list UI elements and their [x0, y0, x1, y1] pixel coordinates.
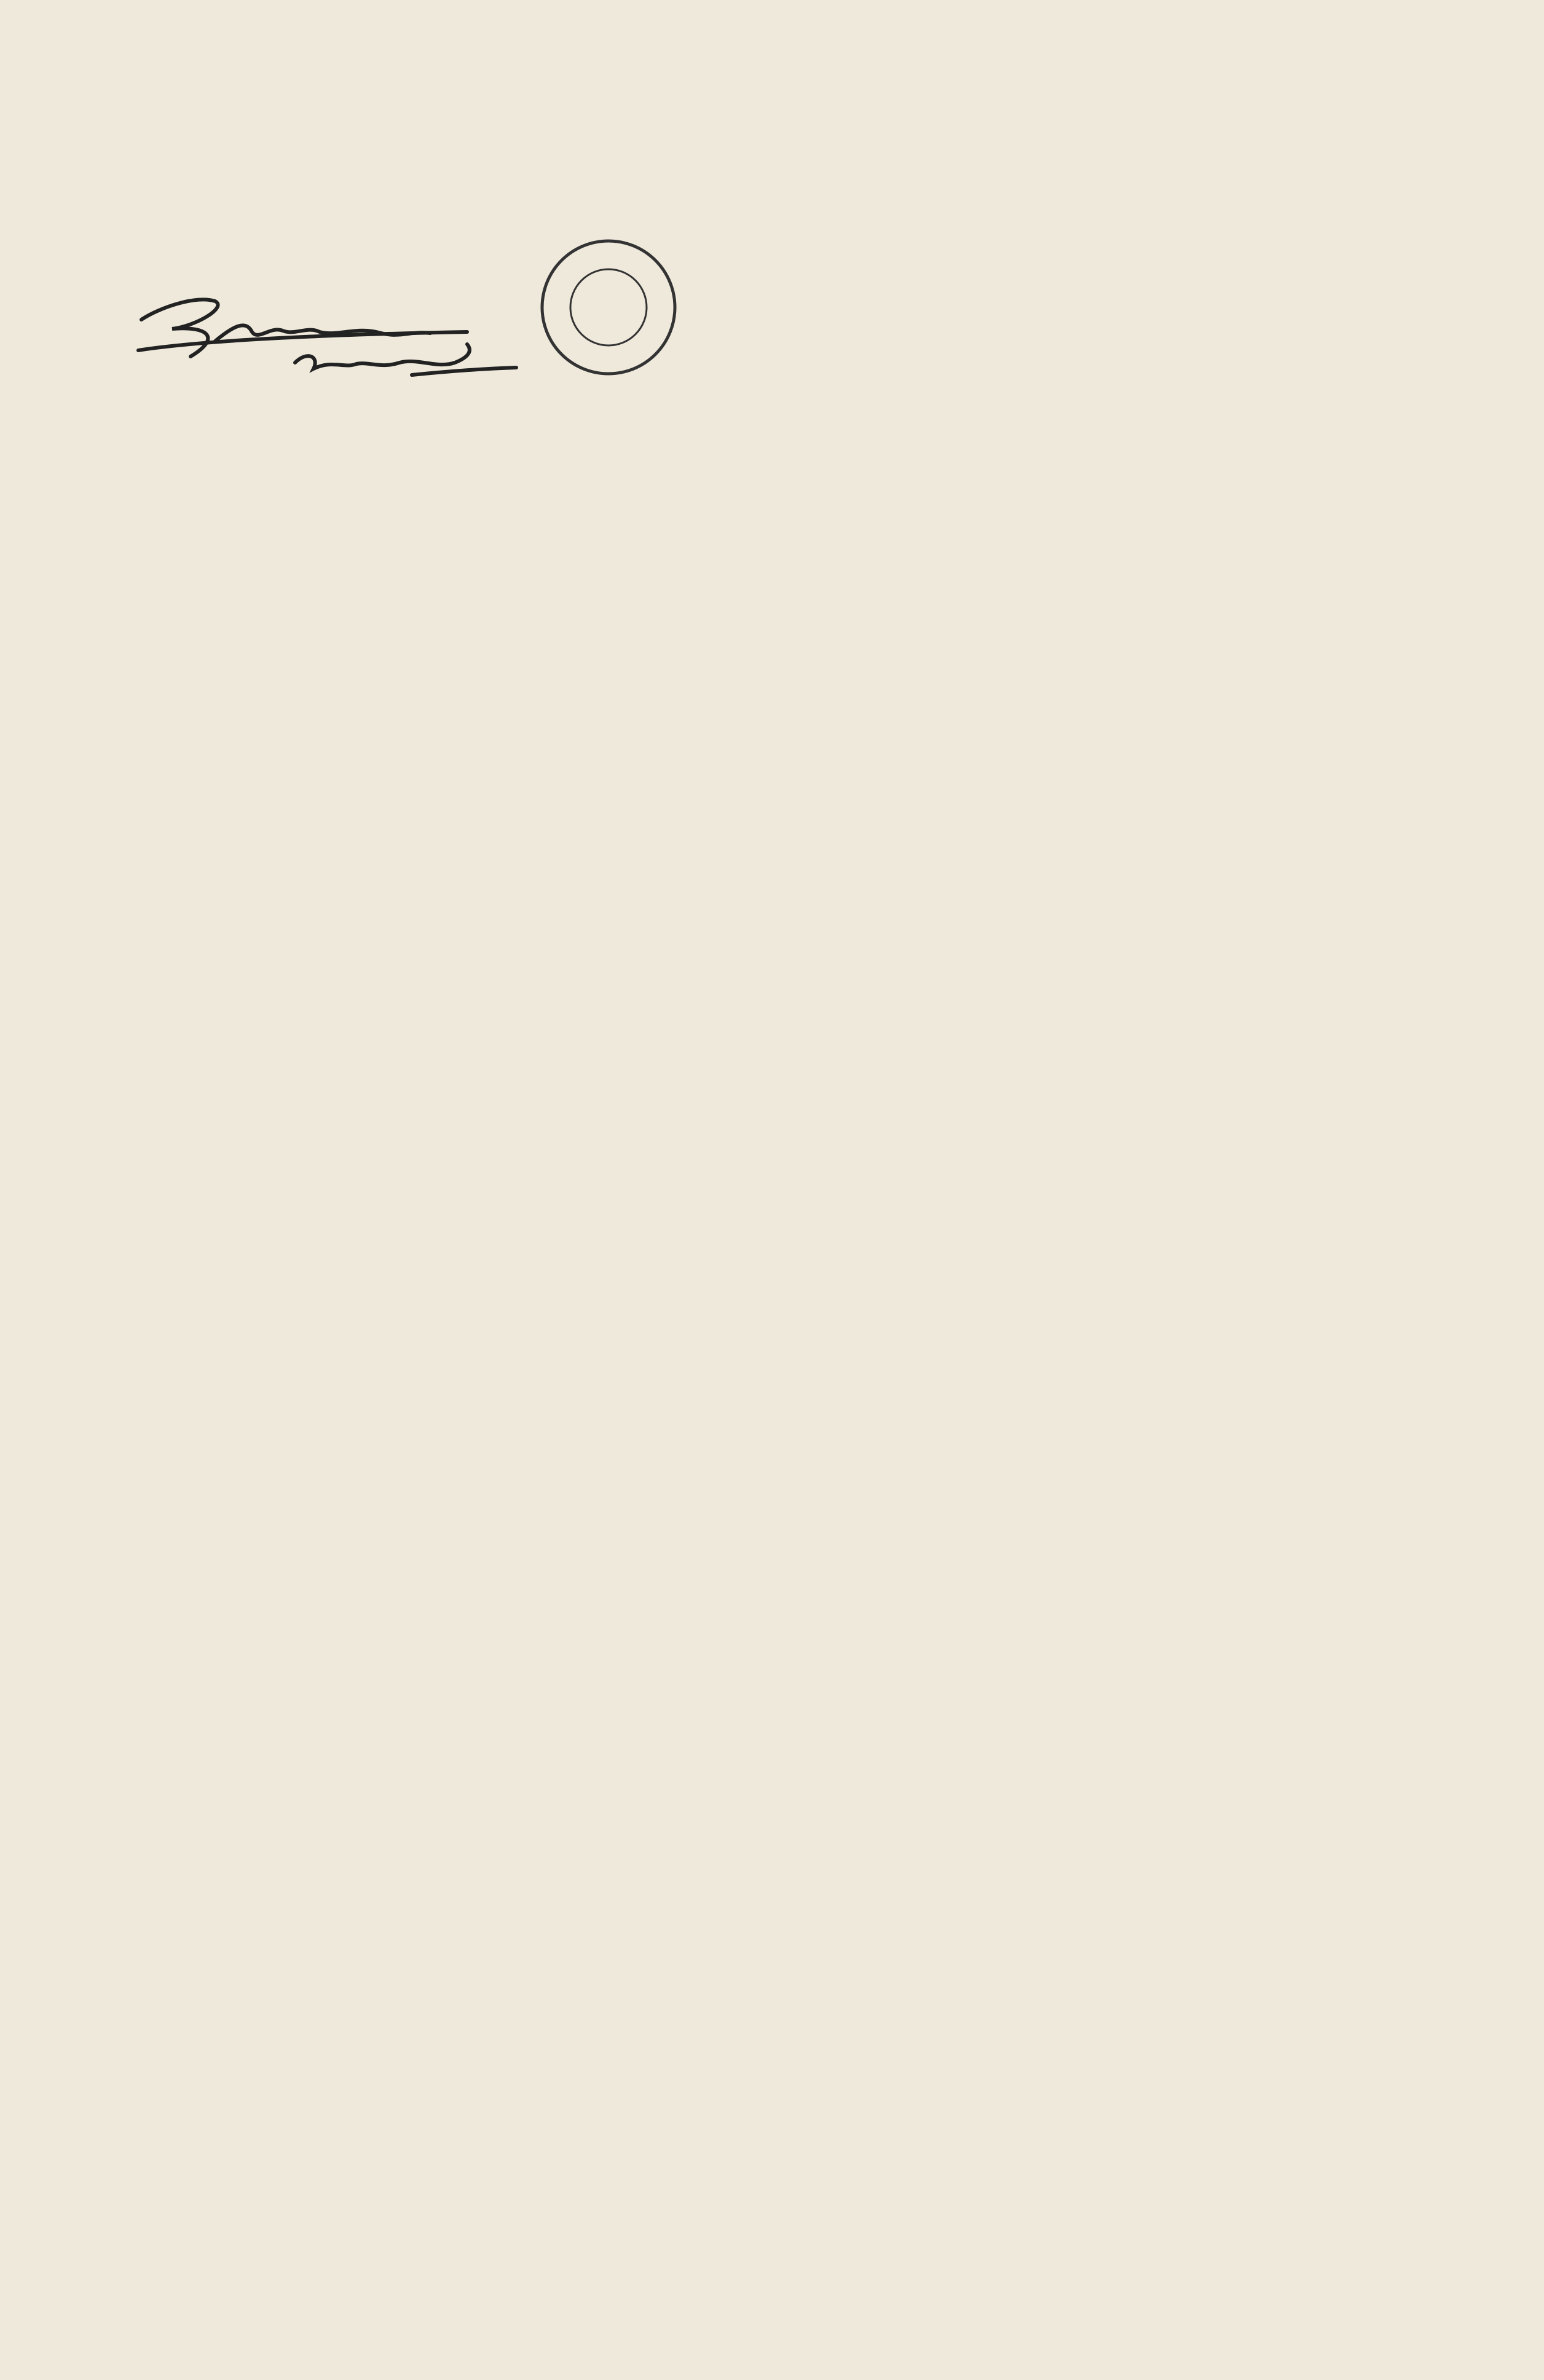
handwritten-signature	[123, 283, 565, 406]
article	[758, 169, 1400, 185]
temperature-chart	[0, 449, 738, 1973]
